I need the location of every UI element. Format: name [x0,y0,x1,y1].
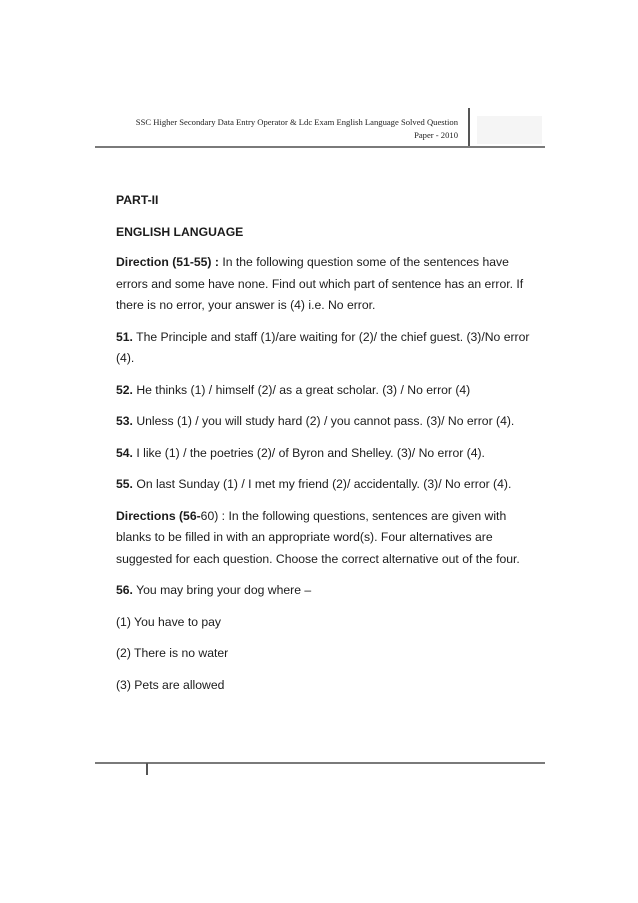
header-divider [468,108,470,146]
header-text [136,116,458,142]
footer-divider [146,763,148,775]
page-content [116,190,541,706]
question-number: 51. [116,329,133,344]
question-54 [116,443,541,465]
question-text: I like (1) / the poetries (2)/ of Byron and Shelley. (3)/ No error (4). [132,445,485,460]
part-heading: PART-II [116,193,159,207]
question-55 [116,474,541,496]
option-1: (1) You have to pay [116,614,222,629]
question-53 [116,411,541,433]
question-text: The Principle and staff (1)/are waiting for (2)/ the chief guest. (3)/No error (4). [116,329,530,365]
question-text: You may bring your dog where – [132,583,312,597]
footer-rule [95,762,545,764]
question-number: 52. [116,382,133,397]
question-number: 56. [116,583,133,597]
header-rule [95,146,545,148]
page-header [0,0,638,150]
direction-56-60 [116,506,541,571]
direction-label-rest: 60) [200,508,219,523]
direction-text: : In the following questions, sentences are given with blanks to be filled in with an appropriate word(s). Four alternatives are suggested for each question. Choose the correct alternative out of the four. [116,508,520,566]
direction-text: In the following question some of the sentences have errors and some have none. Find out which part of sentence has an error. If there is no error, your answer is (4) i.e. No error. [116,255,524,312]
header-line-1: SSC Higher Secondary Data Entry Operator & Ldc Exam English Language Solved Question [135,117,458,127]
direction-51-55 [116,252,541,317]
direction-label: Direction (51-55) : [116,255,219,269]
header-line-2: Paper - 2010 [414,130,458,140]
section-title: ENGLISH LANGUAGE [116,224,244,239]
header-page-box [477,116,542,144]
question-number: 55. [116,477,133,491]
question-number: 54. [116,445,133,460]
option-3: (3) Pets are allowed [116,677,225,692]
question-51 [116,327,541,370]
option-2: (2) There is no water [116,646,229,660]
direction-label: Directions (56- [116,508,201,523]
question-text: He thinks (1) / himself (2)/ as a great scholar. (3) / No error (4) [132,382,471,397]
question-text: Unless (1) / you will study hard (2) / you cannot pass. (3)/ No error (4). [132,414,515,428]
question-52 [116,380,541,402]
question-number: 53. [116,414,133,428]
question-56 [116,580,541,602]
question-text: On last Sunday (1) / I met my friend (2)/ accidentally. (3)/ No error (4). [132,477,512,491]
